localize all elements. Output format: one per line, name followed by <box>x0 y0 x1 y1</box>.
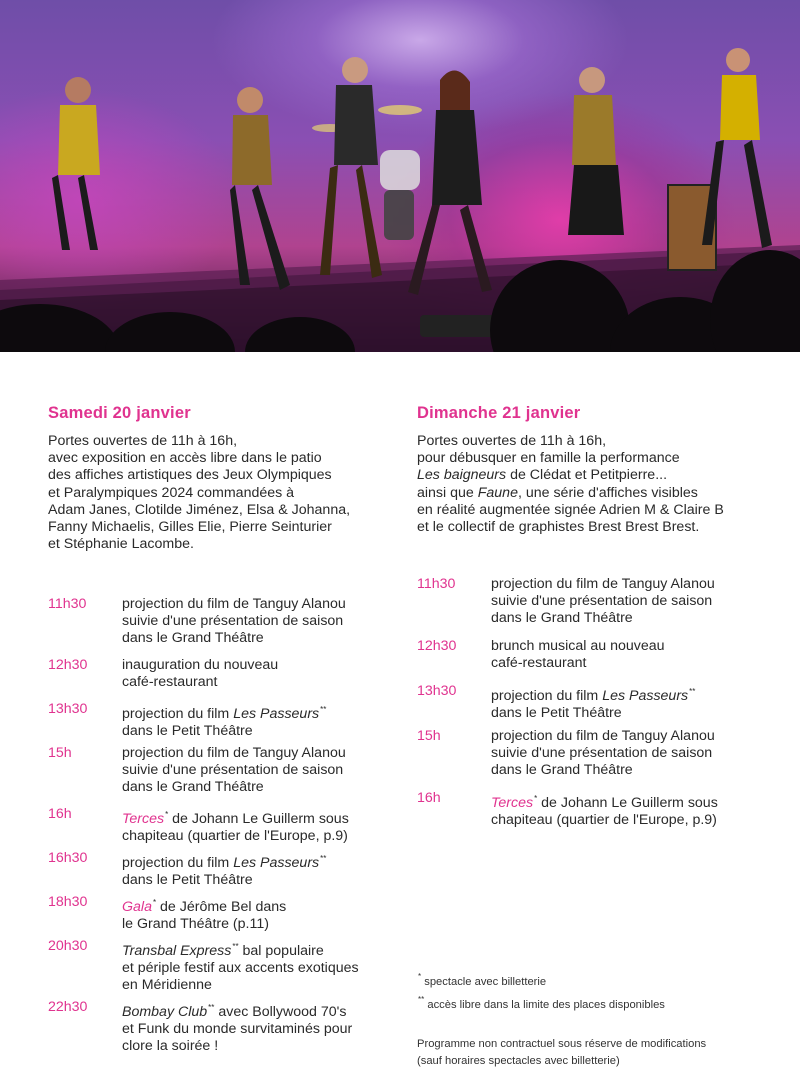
intro-text: , une série d'affiches visibles <box>517 484 698 501</box>
event-line: café-restaurant <box>122 674 218 691</box>
event-line: dans le Grand Théâtre <box>122 630 264 647</box>
event-line: dans le Petit Théâtre <box>122 723 253 740</box>
event-time: 13h30 <box>417 683 457 699</box>
disclaimer-line: (sauf horaires spectacles avec billetterie) <box>417 1055 620 1067</box>
intro-line: pour débusquer en famille la performance <box>417 450 680 467</box>
event-title: Les Passeurs <box>233 706 320 722</box>
event-line: projection du film de Tanguy Alanou <box>491 576 715 592</box>
event-line: projection du film de Tanguy Alanou <box>491 727 715 744</box>
event-description <box>122 657 422 691</box>
event-description <box>122 596 422 648</box>
event-line: brunch musical au nouveau <box>491 638 665 655</box>
performance-title: Les baigneurs <box>417 467 507 484</box>
event-text: de Johann Le Guillerm sous <box>168 811 349 827</box>
event-time: 16h <box>48 806 72 822</box>
saturday-intro <box>48 433 388 553</box>
event-time: 11h30 <box>48 596 87 612</box>
footnote-mark: ** <box>418 995 425 1004</box>
event-text: projection du film <box>491 688 603 704</box>
event-line <box>122 894 422 916</box>
footnote-free-access <box>417 991 665 1014</box>
event-text: projection du film <box>122 854 234 871</box>
event-title: Gala <box>122 898 152 915</box>
event-time: 16h <box>417 790 441 806</box>
intro-line <box>417 467 777 484</box>
event-description <box>122 938 422 995</box>
event-time: 22h30 <box>48 998 88 1015</box>
disclaimer-line: Programme non contractuel sous réserve de modifications <box>417 1038 707 1050</box>
event-line: suivie d'une présentation de saison <box>122 762 344 779</box>
event-title: Les Passeurs <box>602 688 689 704</box>
event-line <box>122 999 422 1021</box>
event-text: de Johann Le Guillerm sous <box>537 795 718 811</box>
intro-line: Adam Janes, Clotilde Jiménez, Elsa & Johanna, <box>48 501 351 518</box>
event-line <box>491 790 791 812</box>
event-line: inauguration du nouveau <box>122 657 279 674</box>
event-description <box>491 638 791 672</box>
intro-line: Portes ouvertes de 11h à 16h, <box>48 433 238 449</box>
event-time: 12h30 <box>48 657 88 674</box>
event-title: Terces <box>491 795 534 811</box>
event-line: chapiteau (quartier de l'Europe, p.9) <box>122 828 348 845</box>
event-description <box>491 683 791 722</box>
event-title: Les Passeurs <box>233 854 320 871</box>
event-description <box>122 894 422 933</box>
ticket-mark: * <box>152 897 157 907</box>
intro-line: et Stéphanie Lacombe. <box>48 536 194 553</box>
event-line: projection du film de Tanguy Alanou <box>122 744 346 761</box>
event-time: 18h30 <box>48 893 88 910</box>
event-line <box>491 683 791 705</box>
saturday-column <box>48 404 388 553</box>
event-time: 15h <box>417 727 441 744</box>
event-line: et Funk du monde survitaminés pour <box>122 1021 353 1037</box>
footnote-ticketed <box>417 968 665 991</box>
event-line: projection du film de Tanguy Alanou <box>122 596 346 612</box>
sunday-column <box>417 404 777 536</box>
event-time: 15h <box>48 744 72 761</box>
event-line <box>122 806 422 828</box>
event-line: et périple festif aux accents exotiques <box>122 959 359 976</box>
ticket-mark: * <box>534 794 538 803</box>
event-line: en Méridienne <box>122 977 212 994</box>
event-line <box>122 701 422 723</box>
event-time: 16h30 <box>48 849 88 866</box>
event-time: 20h30 <box>48 937 88 954</box>
series-title: Faune <box>477 484 518 501</box>
ticket-mark: ** <box>232 941 239 951</box>
event-line: chapiteau (quartier de l'Europe, p.9) <box>491 812 717 829</box>
event-title: Bombay Club <box>122 1003 208 1020</box>
intro-line: et Paralympiques 2024 commandées à <box>48 484 295 501</box>
event-line: dans le Petit Théâtre <box>491 705 622 722</box>
event-description <box>122 745 422 797</box>
event-line: dans le Grand Théâtre <box>122 779 264 796</box>
ticket-mark: * <box>165 810 169 819</box>
disclaimer <box>417 1036 777 1070</box>
footnotes <box>417 968 665 1014</box>
event-time: 11h30 <box>417 576 456 592</box>
stage-illustration <box>0 0 800 352</box>
event-time: 12h30 <box>417 638 457 655</box>
intro-line: et le collectif de graphistes Brest Brest Brest. <box>417 519 700 536</box>
event-description <box>122 701 422 740</box>
event-line: dans le Petit Théâtre <box>122 872 253 889</box>
intro-text: de Clédat et Petitpierre... <box>506 467 668 484</box>
ticket-mark: ** <box>208 1002 215 1012</box>
event-line: dans le Grand Théâtre <box>491 762 633 779</box>
intro-line: Fanny Michaelis, Gilles Elie, Pierre Seinturier <box>48 519 332 536</box>
event-text: bal populaire <box>238 942 324 959</box>
event-line: suivie d'une présentation de saison <box>491 593 713 610</box>
event-time: 13h30 <box>48 701 88 717</box>
event-description <box>122 806 422 845</box>
footnote-text: spectacle avec billetterie <box>421 976 547 988</box>
event-title: Terces <box>122 811 165 827</box>
event-description <box>491 790 791 829</box>
event-line <box>122 938 422 960</box>
footnote-text: accès libre dans la limite des places disponibles <box>424 999 665 1011</box>
event-line: suivie d'une présentation de saison <box>491 745 713 762</box>
intro-line: en réalité augmentée signée Adrien M & Claire B <box>417 501 724 518</box>
sunday-intro <box>417 433 777 536</box>
event-description <box>122 999 422 1056</box>
event-description <box>491 728 791 780</box>
intro-line: avec exposition en accès libre dans le patio <box>48 450 322 467</box>
event-line: clore la soirée ! <box>122 1038 219 1055</box>
intro-text: ainsi que <box>417 484 478 501</box>
footnote-mark: * <box>418 972 422 981</box>
ticket-mark: ** <box>320 705 327 714</box>
ticket-mark: ** <box>320 853 327 863</box>
intro-line: des affiches artistiques des Jeux Olympiques <box>48 467 332 484</box>
event-line: dans le Grand Théâtre <box>491 610 633 627</box>
event-title: Transbal Express <box>122 942 232 959</box>
event-line <box>122 850 422 872</box>
event-line: café-restaurant <box>491 655 587 672</box>
event-text: projection du film <box>122 706 234 722</box>
event-line: suivie d'une présentation de saison <box>122 613 344 630</box>
event-text: avec Bollywood 70's <box>214 1003 347 1020</box>
intro-line: Portes ouvertes de 11h à 16h, <box>417 433 607 449</box>
event-description <box>491 576 791 628</box>
intro-line <box>417 485 777 502</box>
ticket-mark: ** <box>689 687 696 696</box>
saturday-title: Samedi 20 janvier <box>48 404 191 422</box>
event-description <box>122 850 422 889</box>
event-text: de Jérôme Bel dans <box>156 898 287 915</box>
stage-photo <box>0 0 800 352</box>
event-line: le Grand Théâtre (p.11) <box>122 916 269 932</box>
sunday-title: Dimanche 21 janvier <box>417 404 581 422</box>
